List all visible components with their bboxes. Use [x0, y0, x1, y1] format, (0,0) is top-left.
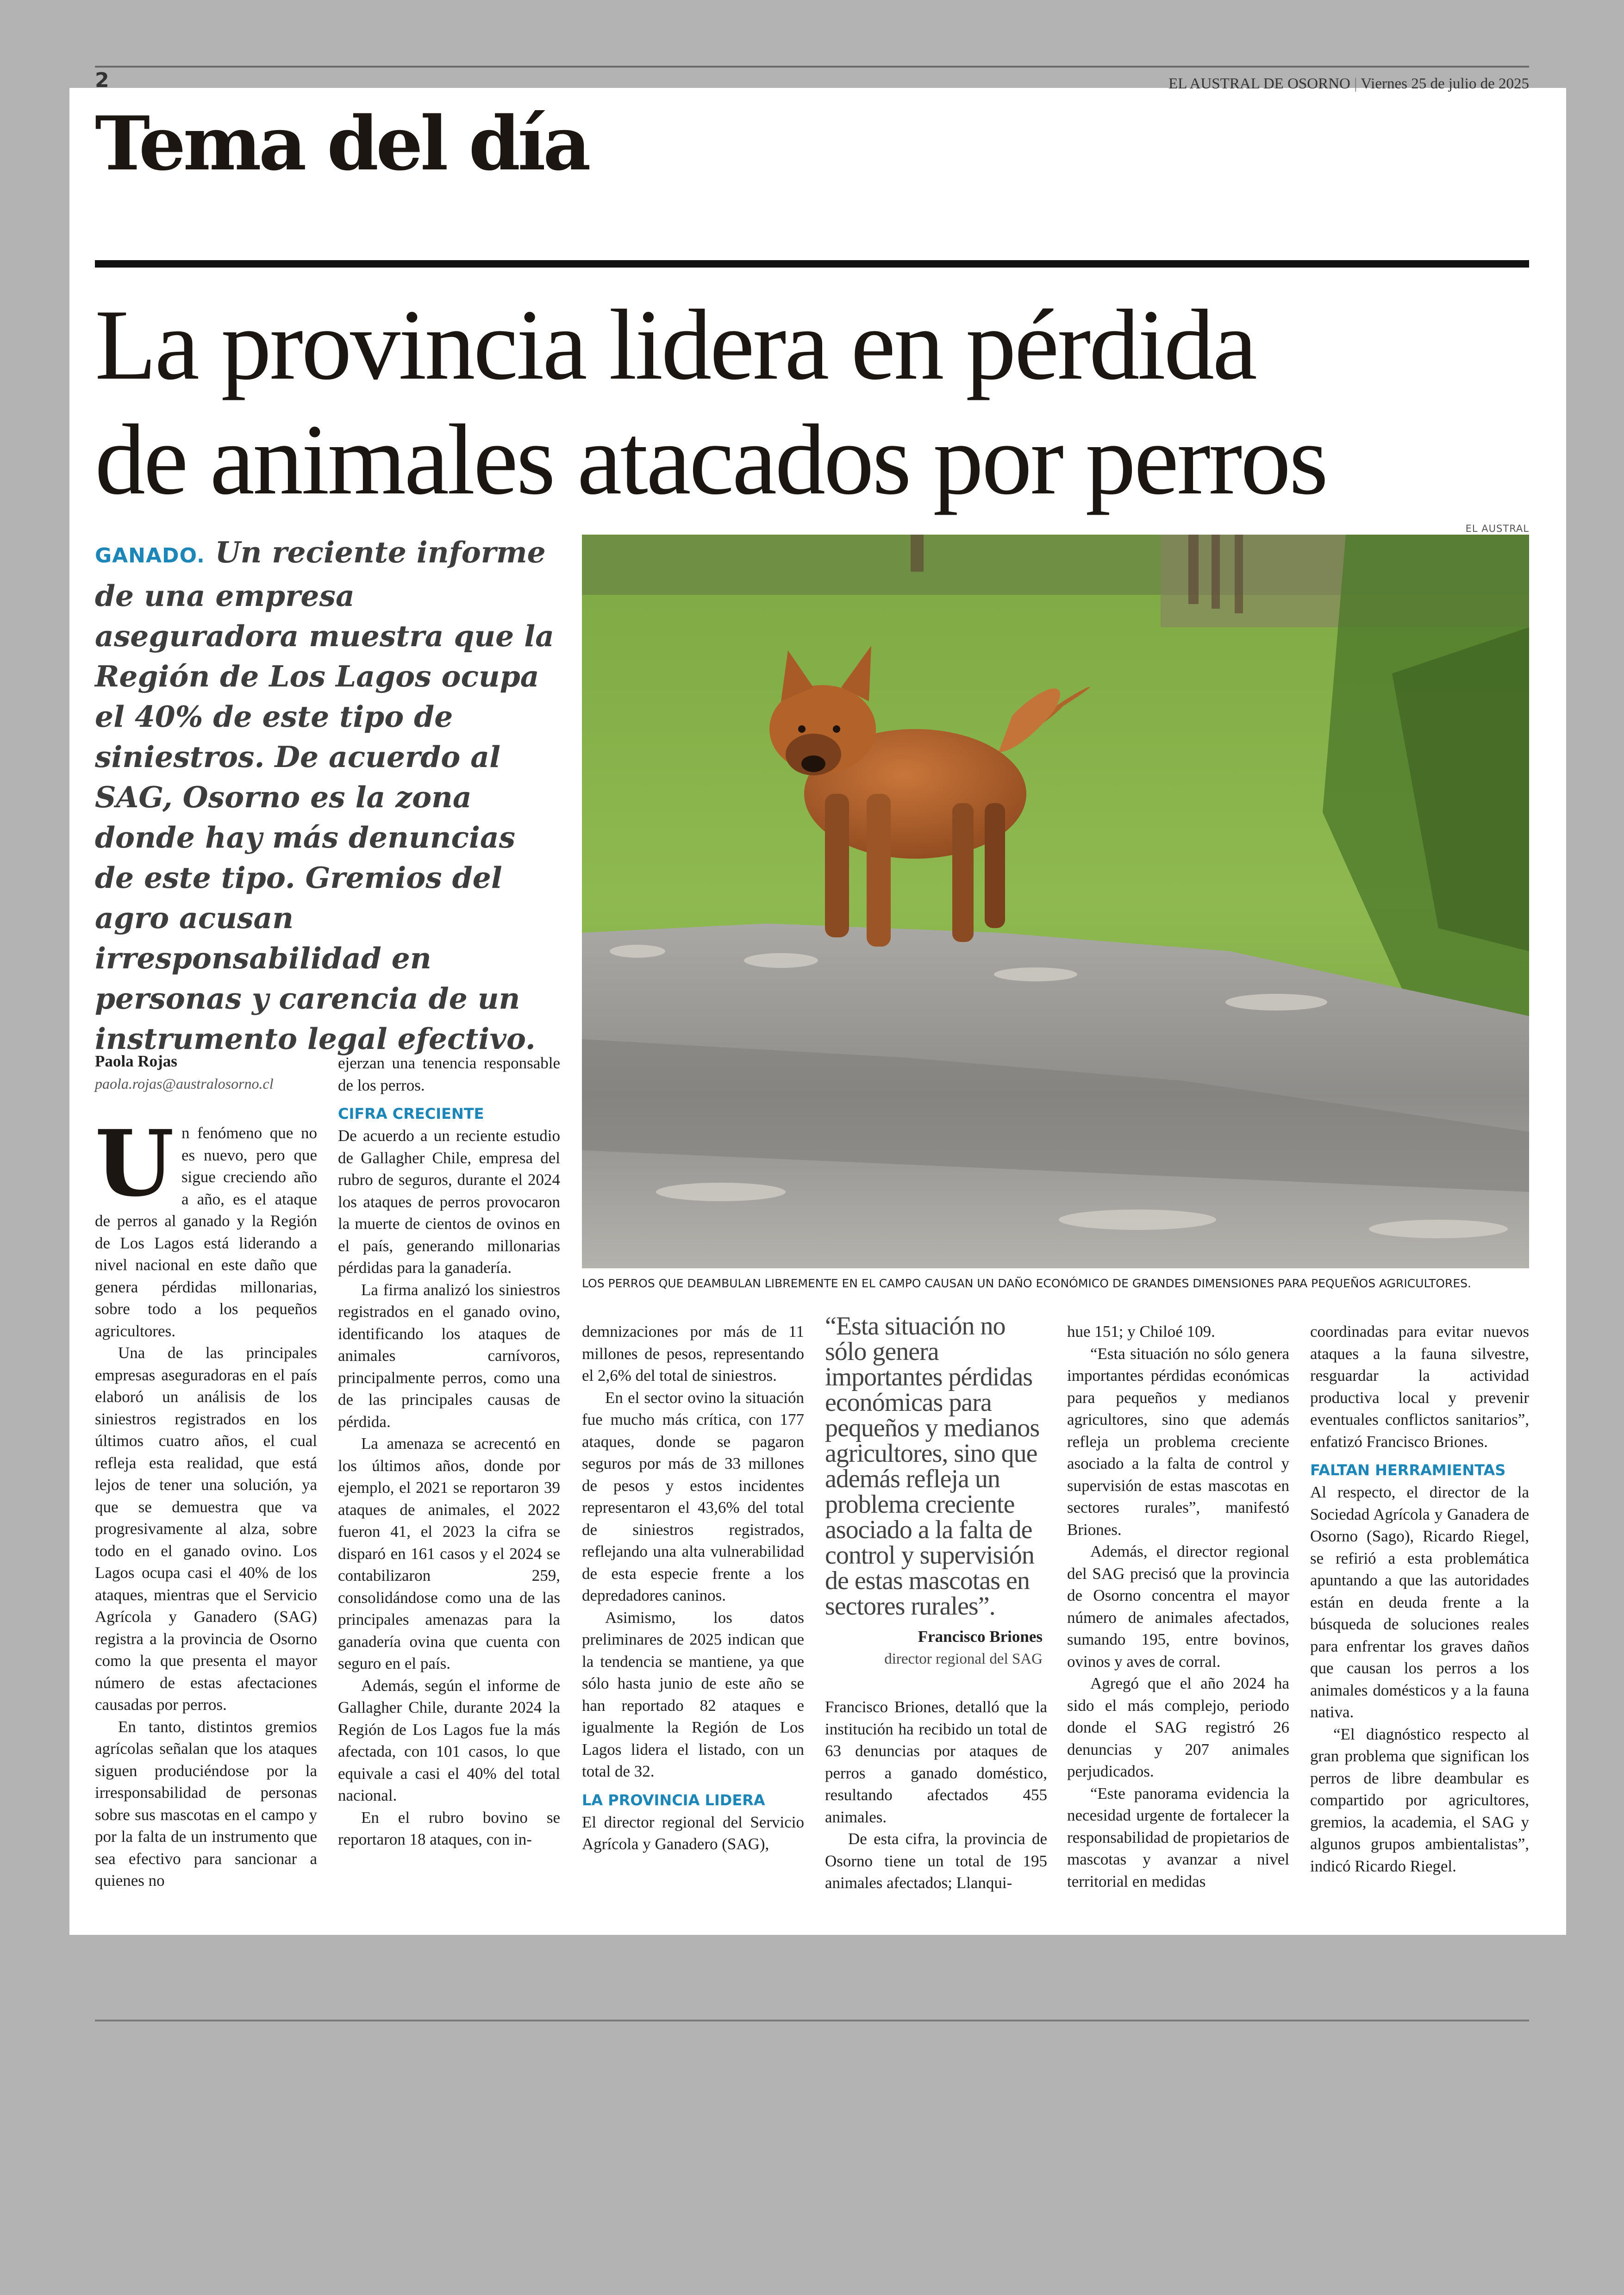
publication-name: EL AUSTRAL DE OSORNO — [1168, 75, 1350, 92]
section-rule — [95, 260, 1529, 268]
photo-caption: LOS PERROS QUE DEAMBULAN LIBREMENTE EN EL CAMPO CAUSAN UN DAÑO ECONÓMICO DE GRANDES DIMENSIONES PARA PEQUEÑOS AGRICULTORES. — [582, 1277, 1471, 1290]
publication-date: Viernes 25 de julio de 2025 — [1361, 75, 1529, 92]
photo-credit: EL AUSTRAL — [1465, 523, 1529, 534]
article-paragraph: En el rubro bovino se reportaron 18 ataques, con in- — [338, 1808, 560, 1848]
article-paragraph: Además, según el informe de Gallagher Chile, durante 2024 la Región de Los Lagos fue la más afectada, con 101 casos, lo que equivale a casi el 40% del total nacional. — [338, 1676, 560, 1804]
lead-paragraph — [95, 532, 558, 1059]
subheading-la-provincia-lidera: LA PROVINCIA LIDERA — [582, 1791, 765, 1809]
article-paragraph: Además, el director regional del SAG precisó que la provincia de Osorno concentra el mayor número de animales afectados, sumando 195, entre bovinos, ovinos y aves de corral. — [1067, 1542, 1289, 1671]
subheading-faltan-herramientas: FALTAN HERRAMIENTAS — [1310, 1461, 1506, 1479]
quote-attribution-name: Francisco Briones — [918, 1628, 1043, 1646]
lead-kicker: GANADO. — [95, 544, 205, 568]
article-paragraph: De esta cifra, la provincia de Osorno tiene un total de 195 animales afectados; Llanqui- — [825, 1830, 1047, 1892]
headline-line-1: La provincia lidera en pérdida — [95, 289, 1255, 401]
headline — [95, 288, 1529, 518]
article-paragraph: En el sector ovino la situación fue mucho más crítica, con 177 ataques, donde se pagaron seguros por más de 33 millones de pesos y estos incidentes representaron el 43,6% del total de siniestros registrados, reflejando una alta vulnerabilidad de esta especie frente a los depredadores caninos. — [582, 1388, 804, 1604]
author-email[interactable]: paola.rojas@australosorno.cl — [95, 1075, 274, 1092]
drop-cap: U — [95, 1110, 174, 1217]
article-column-5 — [1067, 1321, 1289, 1892]
article-paragraph: hue 151; y Chiloé 109. — [1067, 1322, 1215, 1341]
lead-text: Un reciente informe de una empresa aseguradora muestra que la Región de Los Lagos ocupa el 40% de este tipo de siniestros. De acuerdo al SAG, Osorno es la zona donde hay más denuncias de este tipo. Gremios del agro acusan irresponsabilidad en personas y carencia de un instrumento legal efectivo. — [95, 535, 554, 1056]
article-column-3 — [582, 1321, 804, 1855]
article-paragraph: La amenaza se acrecentó en los últimos años, donde por ejemplo, el 2021 se reportaron 39 ataques de animales, el 2022 fueron 41, el 2023 la cifra se disparó en 161 casos y el 2024 se contabilizaron 259, consolidándose como una de las principales amenazas para la ganadería ovina que cuenta con seguro en el país. — [338, 1434, 560, 1672]
article-paragraph: En tanto, distintos gremios agrícolas señalan que los ataques siguen produciéndose por la irresponsabilidad de personas sobre sus mascotas en el campo y por la falta de un instrumento que sea efectivo para sancionar a quienes no — [95, 1717, 317, 1890]
article-paragraph: coordinadas para evitar nuevos ataques a la fauna silvestre, resguardar la actividad productiva local y prevenir eventuales conflictos sanitarios”, enfatizó Francisco Briones. — [1310, 1322, 1529, 1451]
byline — [95, 1052, 336, 1092]
pull-quote: “Esta situación no sólo genera importantes pérdidas económicas para pequeños y medianos agricultores, sino que además refleja un problema creciente asociado a la falta de control y supervisión de estas mascotas en sectores rurales”. — [825, 1312, 1040, 1621]
article-column-6 — [1310, 1321, 1529, 1877]
article-paragraph: Un fenómeno que no es nuevo, pero que sigue creciendo año a año, es el ataque de perros al ganado y la Región de Los Lagos está liderando a nivel nacional en este daño que genera pérdidas millonarias, sobre todo a los pequeños agricultores. — [95, 1110, 317, 1340]
article-paragraph: Una de las principales empresas aseguradoras en el país elaboró un análisis de los siniestros registrados en los últimos cuatro años, el cual refleja esta realidad, que está lejos de tener una solución, ya que se demuestra que va progresivamente al alza, sobre todo en el ganado ovino. Los Lagos ocupa casi el 40% de los ataques, mientras que el Servicio Agrícola y Ganadero (SAG) registra a la provincia de Osorno como la que presenta el mayor número de estas afectaciones causadas por perros. — [95, 1344, 317, 1714]
article-paragraph: Al respecto, el director de la Sociedad Agrícola y Ganadera de Osorno (Sago), Ricardo Riegel, se refirió a esta problemática apuntando a que las autoridades están en deuda frente a la búsqueda de soluciones reales para enfrentar los graves daños que causan los perros a los animales domésticos y a la fauna nativa. — [1310, 1483, 1529, 1721]
dog-photo — [582, 535, 1529, 1268]
article-paragraph: Asimismo, los datos preliminares de 2025 indican que la tendencia se mantiene, ya que sólo hasta junio de este año se han reportado 82 ataques e igualmente la Región de Los Lagos lidera el listado, con un total de 32. — [582, 1608, 804, 1780]
article-paragraph: De acuerdo a un reciente estudio de Gallagher Chile, empresa del rubro de seguros, durante el 2024 los ataques de perros provocaron la muerte de cientos de ovinos en el país, generando millonarias pérdidas para la ganadería. — [338, 1127, 560, 1277]
headline-line-2: de animales atacados por perros — [95, 404, 1327, 516]
dog-on-gravel-road-image — [582, 535, 1529, 1268]
dateline — [1168, 75, 1529, 93]
article-paragraph: El director regional del Servicio Agrícola y Ganadero (SAG), — [582, 1813, 804, 1853]
article-paragraph: La firma analizó los siniestros registrados en el ganado ovino, identificando los ataques de animales carnívoros, principalmente perros, como una de las principales causas de pérdida. — [338, 1280, 560, 1431]
article-column-4 — [825, 1696, 1047, 1894]
article-paragraph: “Este panorama evidencia la necesidad urgente de fortalecer la responsabilidad de propietarios de mascotas y avanzar a nivel territorial en medidas — [1067, 1784, 1289, 1890]
bottom-rule — [95, 2020, 1529, 2021]
article-paragraph: Agregó que el año 2024 ha sido el más complejo, periodo donde el SAG registró 26 denuncias y 207 animales perjudicados. — [1067, 1674, 1289, 1780]
article-paragraph: “El diagnóstico respecto al gran problema que significan los perros de libre deambular es compartido por agricultores, gremios, la academia, el SAG y algunos grupos ambientalistas”, indicó Ricardo Riegel. — [1310, 1725, 1529, 1875]
article-paragraph: Francisco Briones, detalló que la institución ha recibido un total de 63 denuncias por ataques de perros a ganado doméstico, resultando afectados 455 animales. — [825, 1698, 1047, 1826]
dateline-separator: | — [1354, 75, 1357, 92]
subheading-cifra-creciente: CIFRA CRECIENTE — [338, 1105, 484, 1123]
top-rule — [95, 66, 1529, 68]
section-title: Tema del día — [95, 100, 588, 187]
quote-attribution-role: director regional del SAG — [884, 1651, 1043, 1667]
article-column-2 — [338, 1052, 560, 1851]
author-name: Paola Rojas — [95, 1052, 177, 1070]
page-number: 2 — [95, 69, 109, 92]
article-paragraph: “Esta situación no sólo genera importantes pérdidas económicas para pequeños y medianos agricultores, sino que además refleja un problema creciente asociado a la falta de control y supervisión de estas mascotas en sectores rurales”, manifestó Briones. — [1067, 1344, 1289, 1539]
article-paragraph: ejerzan una tenencia responsable de los perros. — [338, 1054, 560, 1094]
article-column-1 — [95, 1110, 317, 1892]
article-paragraph: demnizaciones por más de 11 millones de pesos, representando el 2,6% del total de siniestros. — [582, 1322, 804, 1384]
